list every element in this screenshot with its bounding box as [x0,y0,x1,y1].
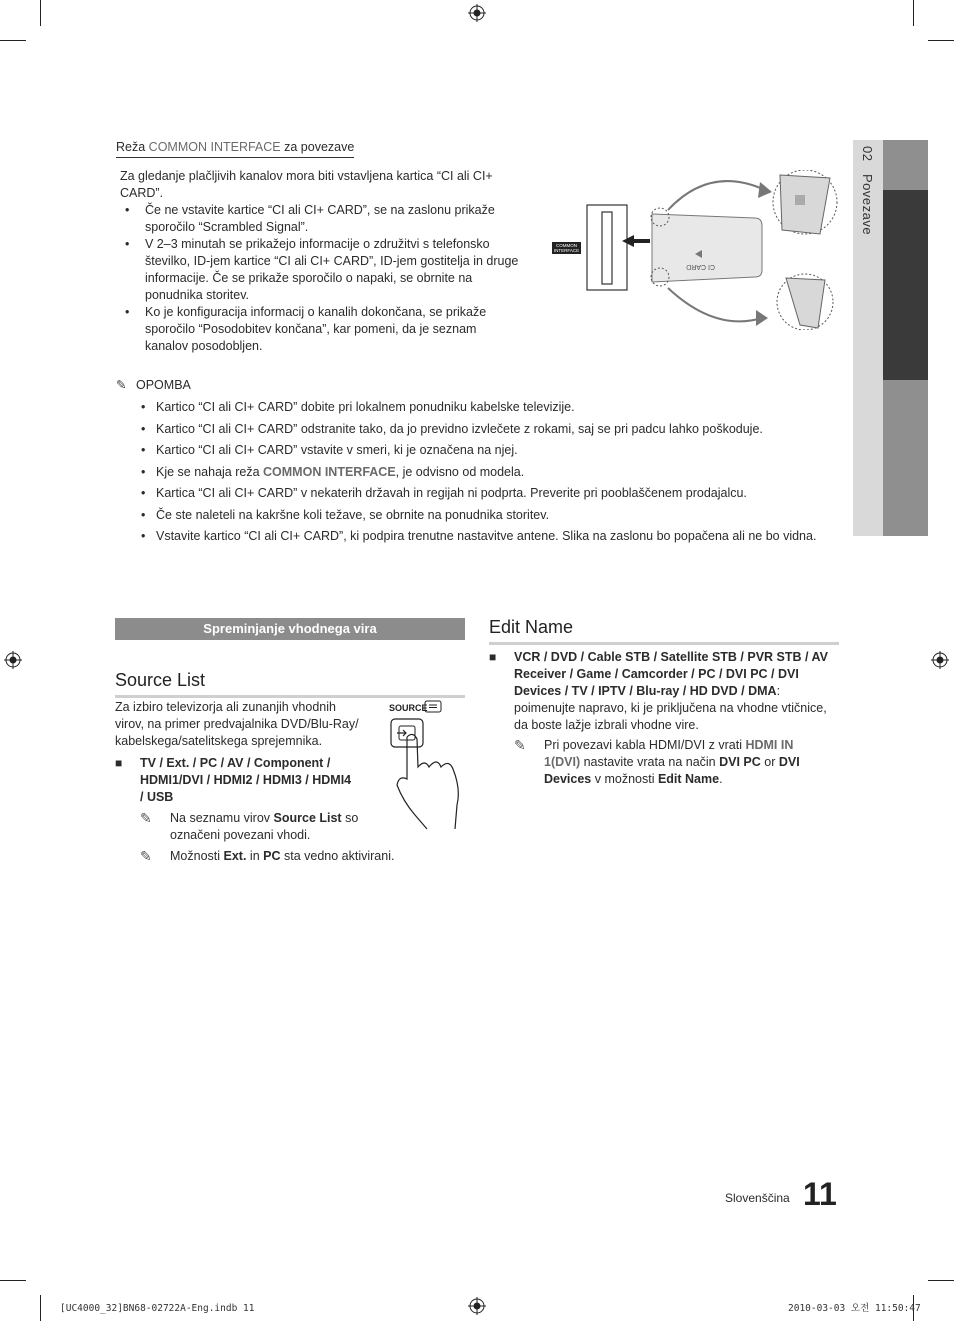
port-label-line2: INTERFACE [553,248,580,253]
port-label-line1: COMMON [556,243,577,248]
source-list-description: Za izbiro televizorja ali zunanjih vhodnih virov, na primer predvajalnika DVD/Blu-Ray/ kabelskega/satelitskega sprejemnika. [115,700,359,748]
list-item: • Če ne vstavite kartice “CI ali CI+ CARD”, se na zaslonu prikaže sporočilo “Scrambled Signal”. [120,202,520,236]
ci-slot-heading: Reža COMMON INTERFACE za povezave [116,139,354,158]
note-pencil-icon: ✎ [140,848,152,864]
edit-name-note: ✎ Pri povezavi kabla HDMI/DVI z vrati HDMI IN 1(DVI) nastavite vrata na način DVI PC or DVI Devices v možnosti Edit Name. [514,737,800,786]
source-options-item: ■ TV / Ext. / PC / AV / Component / HDMI1/DVI / HDMI2 / HDMI3 / HDMI4 / USB [115,755,355,807]
crop-mark [0,40,26,41]
edit-name-title: Edit Name [489,616,839,645]
source-button-label: SOURCE [389,703,428,713]
list-item: • Kartica “CI ali CI+ CARD” v nekaterih državah in regijah ni podprta. Preverite pri pooblaščenem prodajalcu. [139,485,819,502]
source-note: ✎ Možnosti Ext. in PC sta vedno aktivirani. [140,848,395,864]
footer-language: Slovenščina [725,1191,790,1205]
note-heading: ✎ OPOMBA [116,378,191,392]
crop-mark [913,0,914,26]
chapter-tab [853,140,928,536]
remote-hand-illustration [385,697,467,830]
chapter-label [859,146,876,243]
hand-icon [397,734,458,829]
edit-name-description: : poimenujte napravo, ki je priključena na vhodne vtičnice, da boste lažje izbrali vhodne vire. [514,684,827,732]
list-item: • V 2–3 minutah se prikažejo informacije o združitvi s telefonsko številko, ID-jem kartice “CI ali CI+ CARD”, ID-jem gostitelja in druge informacije. Če se prikaže sporočilo o napaki, se obrnite na ponudnika storitev. [120,236,520,304]
note-list [139,399,819,550]
note-pencil-icon: ✎ [514,737,526,753]
registration-mark-icon [4,651,22,669]
note-pencil-icon: ✎ [116,378,127,392]
print-date-info: 2010-03-03 오전 11:50:47 [788,1303,921,1314]
list-item: • Kartico “CI ali CI+ CARD” dobite pri lokalnem ponudniku kabelske televizije. [139,399,819,416]
crop-mark [928,40,954,41]
chapter-number: 02 [860,146,875,162]
registration-mark-icon [468,4,486,22]
list-item: • Kartico “CI ali CI+ CARD” odstranite tako, da jo previdno izvlečete z rokami, saj se pri padcu lahko poškoduje. [139,421,819,438]
curved-arrow-icon [668,288,762,321]
page-number: 11 [803,1176,837,1212]
edit-name-options: VCR / DVD / Cable STB / Satellite STB / PVR STB / AV Receiver / Game / Camcorder / PC / DVI PC / DVI Devices / TV / IPTV / Blu-ray / HD DVD / DMA [514,650,828,698]
source-list-title: Source List [115,669,465,698]
registration-mark-icon [468,1297,486,1315]
ci-intro-text: Za gledanje plačljivih kanalov mora biti vstavljena kartica “CI ali CI+ CARD”. [120,169,493,200]
source-options-text: TV / Ext. / PC / AV / Component / HDMI1/DVI / HDMI2 / HDMI3 / HDMI4 / USB [140,756,352,804]
registration-mark-icon [931,651,949,669]
tv-slot-opening [602,212,612,284]
crop-mark [40,1295,41,1321]
card-label: CI CARD [686,263,715,270]
list-item: • Ko je konfiguracija informacij o kanalih dokončana, se prikaže sporočilo “Posodobitev končana”, kar pomeni, da je seznam kanalov posodobljen. [120,304,520,355]
note-pencil-icon: ✎ [140,810,152,826]
crop-mark [40,0,41,26]
ci-bullet-list [120,202,520,355]
list-item: • Če ste naleteli na kakršne koli težave, se obrnite na ponudnika storitev. [139,507,819,524]
print-file-info: [UC4000_32]BN68-02722A-Eng.indb 11 [60,1303,255,1314]
curved-arrow-icon [668,181,765,210]
ci-card-illustration [550,170,840,330]
list-item: • Vstavite kartico “CI ali CI+ CARD”, ki podpira trenutne nastavitve antene. Slika na zaslonu bo popačena ali ne bo vidna. [139,528,819,545]
section-bar: Spreminjanje vhodnega vira [115,618,465,640]
chapter-title: Povezave [860,173,875,235]
ci-intro-block [120,168,520,355]
list-item: • Kartico “CI ali CI+ CARD” vstavite v smeri, ki je označena na njej. [139,442,819,459]
edit-name-item: ■ VCR / DVD / Cable STB / Satellite STB / PVR STB / AV Receiver / Game / Camcorder / PC / DVI PC / DVI Devices / TV / IPTV / Blu-ray / HD DVD / DMA: poimenujte napravo, ki je priključena na vhodne vtičnice, da boste lažje izbrali vhodne vire. [489,650,828,732]
crop-mark [928,1280,954,1281]
ci-card [652,214,762,282]
list-item: • Kje se nahaja reža COMMON INTERFACE, je odvisno od modela. [139,464,819,481]
crop-mark [0,1280,26,1281]
source-note: ✎ Na seznamu virov Source List so označeni povezani vhodi. [140,810,359,842]
